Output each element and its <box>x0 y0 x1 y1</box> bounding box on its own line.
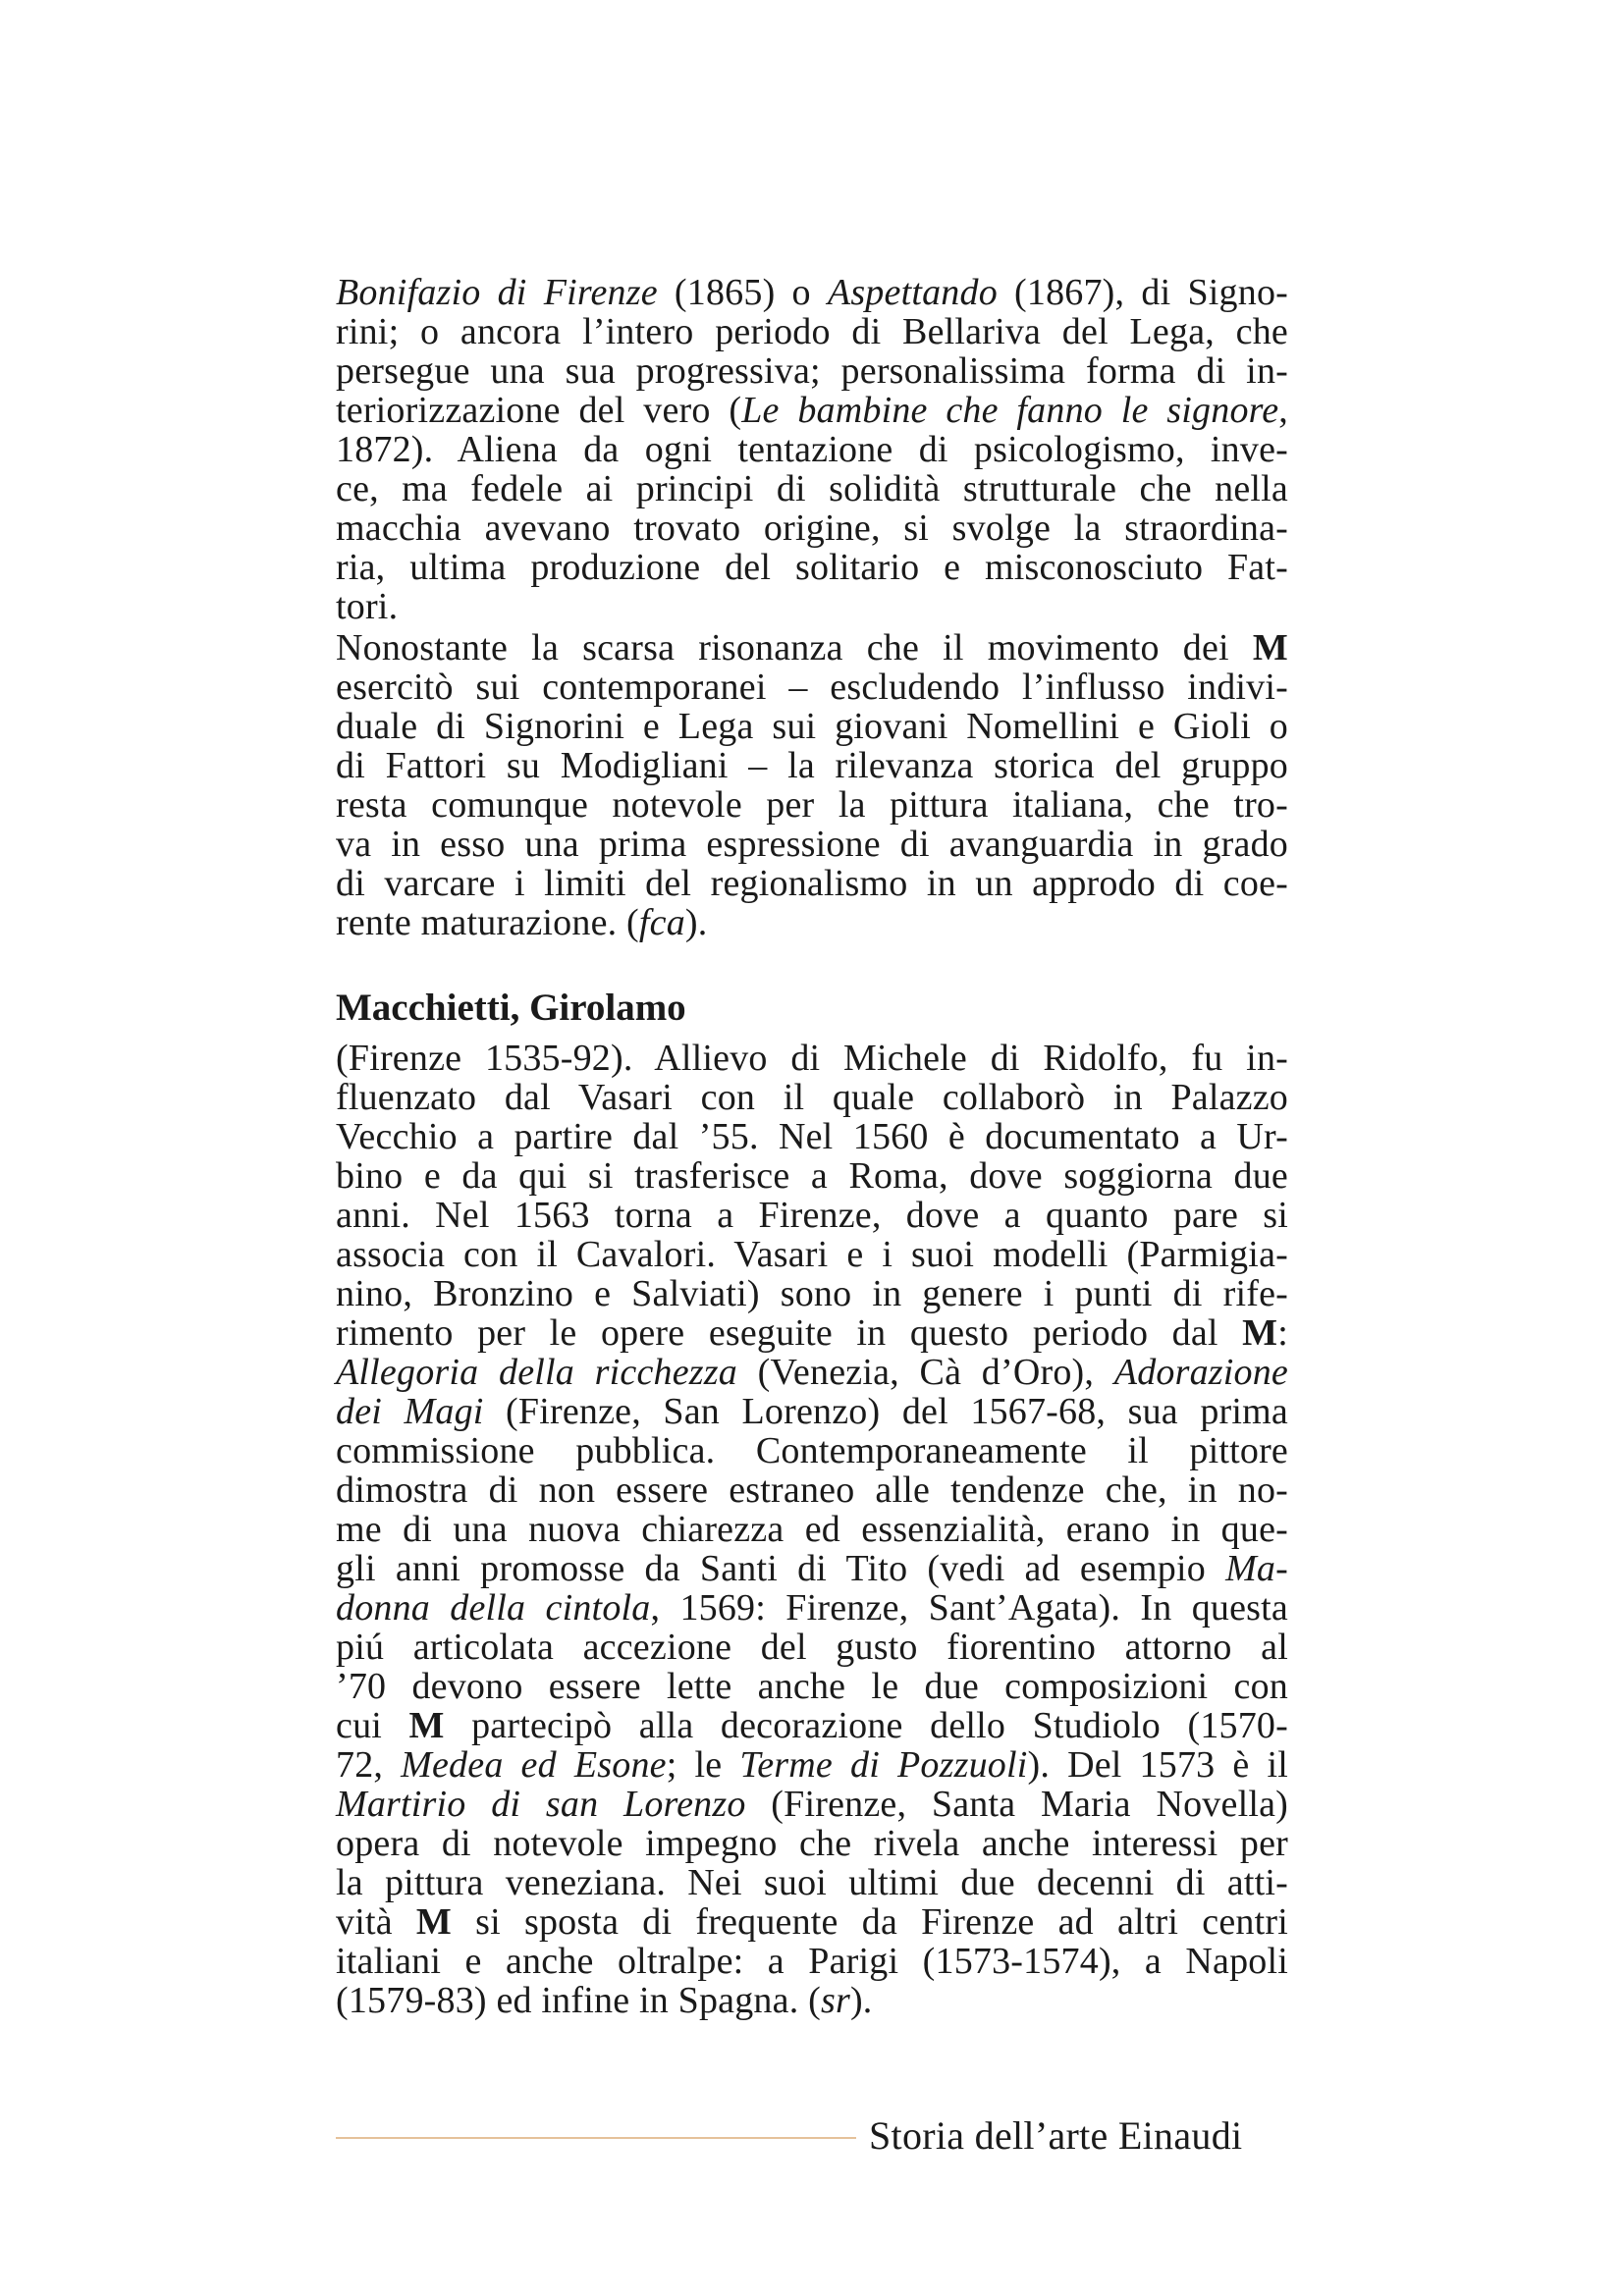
text-segment: (Venezia, Cà d’Oro), <box>736 1352 1114 1393</box>
text-segment: di Fattori su Modigliani – la rilevanza storica del gruppo <box>336 745 1288 786</box>
text-segment: nino, Bronzino e Salviati) sono in genere i punti di rife- <box>336 1273 1288 1314</box>
text-line <box>336 469 1288 508</box>
text-segment: la pittura veneziana. Nei suoi ultimi due decenni di atti- <box>336 1862 1288 1903</box>
text-line <box>336 1942 1288 1981</box>
text-segment: gli anni promosse da Santi di Tito (vedi ad esempio <box>336 1548 1226 1589</box>
text-segment: rimento per le opere eseguite in questo periodo dal <box>336 1312 1243 1354</box>
italic-text: Medea ed Esone <box>401 1744 667 1786</box>
text-line <box>336 508 1288 548</box>
text-line <box>336 548 1288 587</box>
text-line <box>336 312 1288 351</box>
text-segment: resta comunque notevole per la pittura italiana, che tro- <box>336 784 1288 826</box>
text-segment: Vecchio a partire dal ’55. Nel 1560 è documentato a Ur- <box>336 1116 1288 1157</box>
text-line <box>336 707 1288 746</box>
text-segment: piú articolata accezione del gusto fiorentino attorno al <box>336 1627 1288 1668</box>
text-segment: rini; o ancora l’intero periodo di Bellariva del Lega, che <box>336 311 1288 352</box>
text-line <box>336 1039 1288 1078</box>
text-line <box>336 667 1288 707</box>
text-line <box>336 628 1288 667</box>
text-line <box>336 825 1288 864</box>
text-line <box>336 1667 1288 1706</box>
italic-text: Ma- <box>1225 1548 1288 1589</box>
text-segment: ; le <box>666 1744 740 1786</box>
text-segment: si sposta di frequente da Firenze ad altri centri <box>451 1901 1288 1943</box>
text-segment: fluenzato dal Vasari con il quale collaborò in Palazzo <box>336 1077 1288 1118</box>
footer-title: Storia dell’arte Einaudi <box>869 2113 1243 2158</box>
italic-text: Adorazione <box>1113 1352 1288 1393</box>
text-segment: va in esso una prima espressione di avanguardia in grado <box>336 824 1288 865</box>
text-segment: teriorizzazione del vero ( <box>336 390 742 431</box>
text-segment: italiani e anche oltralpe: a Parigi (1573-1574), a Napoli <box>336 1941 1288 1982</box>
text-segment: di varcare i limiti del regionalismo in un approdo di coe- <box>336 863 1288 904</box>
text-line <box>336 351 1288 391</box>
bold-text: M <box>1242 1312 1278 1354</box>
text-segment: bino e da qui si trasferisce a Roma, dove soggiorna due <box>336 1155 1288 1197</box>
text-segment: Nonostante la scarsa risonanza che il movimento dei <box>336 627 1253 668</box>
entry-body <box>336 1039 1288 2020</box>
text-line <box>336 1863 1288 1902</box>
text-line <box>336 785 1288 825</box>
text-line <box>336 1274 1288 1313</box>
italic-text: Bonifazio di Firenze <box>336 272 658 313</box>
text-segment: (1865) o <box>657 272 828 313</box>
italic-text: dei Magi <box>336 1391 484 1432</box>
intro-paragraph <box>336 273 1288 626</box>
text-line <box>336 1353 1288 1392</box>
text-line <box>336 1628 1288 1667</box>
text-segment: (1579-83) ed infine in Spagna. ( <box>336 1980 821 2021</box>
footer-rule <box>336 2137 856 2139</box>
text-segment: tori. <box>336 586 399 627</box>
text-line <box>336 1745 1288 1785</box>
text-line <box>336 1196 1288 1235</box>
text-segment: macchia avevano trovato origine, si svolge la straordina- <box>336 507 1288 549</box>
text-line <box>336 1510 1288 1549</box>
text-segment: dimostra di non essere estraneo alle tendenze che, in no- <box>336 1469 1288 1511</box>
text-segment: anni. Nel 1563 torna a Firenze, dove a quanto pare si <box>336 1195 1288 1236</box>
text-segment: rente maturazione. ( <box>336 902 639 943</box>
text-line <box>336 1902 1288 1942</box>
text-line <box>336 1431 1288 1470</box>
text-segment: cui <box>336 1705 409 1746</box>
italic-text: Martirio di san Lorenzo <box>336 1784 746 1825</box>
text-line <box>336 1706 1288 1745</box>
text-segment: 72, <box>336 1744 402 1786</box>
text-segment: ). <box>849 1980 873 2021</box>
text-segment: (1867), di Signo- <box>997 272 1289 313</box>
italic-text: Aspettando <box>827 272 998 313</box>
text-segment: : <box>1277 1312 1288 1354</box>
italic-text: Allegoria della ricchezza <box>336 1352 737 1393</box>
text-segment: me di una nuova chiarezza ed essenzialità, erano in que- <box>336 1509 1288 1550</box>
text-segment: (Firenze 1535-92). Allievo di Michele di Ridolfo, fu in- <box>336 1038 1288 1079</box>
italic-text: Le bambine che fanno le signore <box>741 390 1279 431</box>
text-segment: persegue una sua progressiva; personalissima forma di in- <box>336 350 1288 392</box>
text-line <box>336 391 1288 430</box>
text-line <box>336 273 1288 312</box>
text-segment: vità <box>336 1901 416 1943</box>
text-line <box>336 1981 1288 2020</box>
text-line <box>336 1313 1288 1353</box>
text-line <box>336 903 1288 942</box>
text-segment: duale di Signorini e Lega sui giovani Nomellini e Gioli o <box>336 706 1288 747</box>
text-line <box>336 1549 1288 1588</box>
text-line <box>336 1156 1288 1196</box>
text-line <box>336 1785 1288 1824</box>
text-segment: ce, ma fedele ai principi di solidità strutturale che nella <box>336 468 1288 509</box>
italic-text: donna della cintola <box>336 1587 651 1629</box>
continuation-paragraph <box>336 628 1288 942</box>
text-segment: partecipò alla decorazione dello Studiolo (1570- <box>444 1705 1288 1746</box>
text-segment: , <box>1278 390 1288 431</box>
entry-heading: Macchietti, Girolamo <box>336 987 686 1029</box>
italic-text: sr <box>820 1980 850 2021</box>
text-segment: 1872). Aliena da ogni tentazione di psicologismo, inve- <box>336 429 1288 470</box>
text-line <box>336 1235 1288 1274</box>
text-segment: ). <box>684 902 708 943</box>
text-segment: opera di notevole impegno che rivela anche interessi per <box>336 1823 1288 1864</box>
text-segment: ’70 devono essere lette anche le due composizioni con <box>336 1666 1288 1707</box>
text-line <box>336 864 1288 903</box>
text-line <box>336 1078 1288 1117</box>
text-line <box>336 1824 1288 1863</box>
text-segment: associa con il Cavalori. Vasari e i suoi modelli (Parmigia- <box>336 1234 1288 1275</box>
text-segment: ria, ultima produzione del solitario e misconosciuto Fat- <box>336 547 1288 588</box>
text-line <box>336 1117 1288 1156</box>
text-line <box>336 430 1288 469</box>
text-segment: (Firenze, Santa Maria Novella) <box>745 1784 1289 1825</box>
text-segment: , 1569: Firenze, Sant’Agata). In questa <box>650 1587 1288 1629</box>
text-segment: ). Del 1573 è il <box>1027 1744 1288 1786</box>
text-segment: esercitò sui contemporanei – escludendo l’influsso indivi- <box>336 667 1288 708</box>
bold-text: M <box>415 1901 452 1943</box>
bold-text: M <box>408 1705 445 1746</box>
italic-text: fca <box>638 902 685 943</box>
text-line <box>336 587 1288 626</box>
text-line <box>336 1392 1288 1431</box>
text-segment: (Firenze, San Lorenzo) del 1567-68, sua prima <box>483 1391 1288 1432</box>
italic-text: Terme di Pozzuoli <box>739 1744 1028 1786</box>
bold-text: M <box>1252 627 1288 668</box>
text-line <box>336 1588 1288 1628</box>
text-line <box>336 746 1288 785</box>
text-line <box>336 1470 1288 1510</box>
text-segment: commissione pubblica. Contemporaneamente il pittore <box>336 1430 1288 1471</box>
